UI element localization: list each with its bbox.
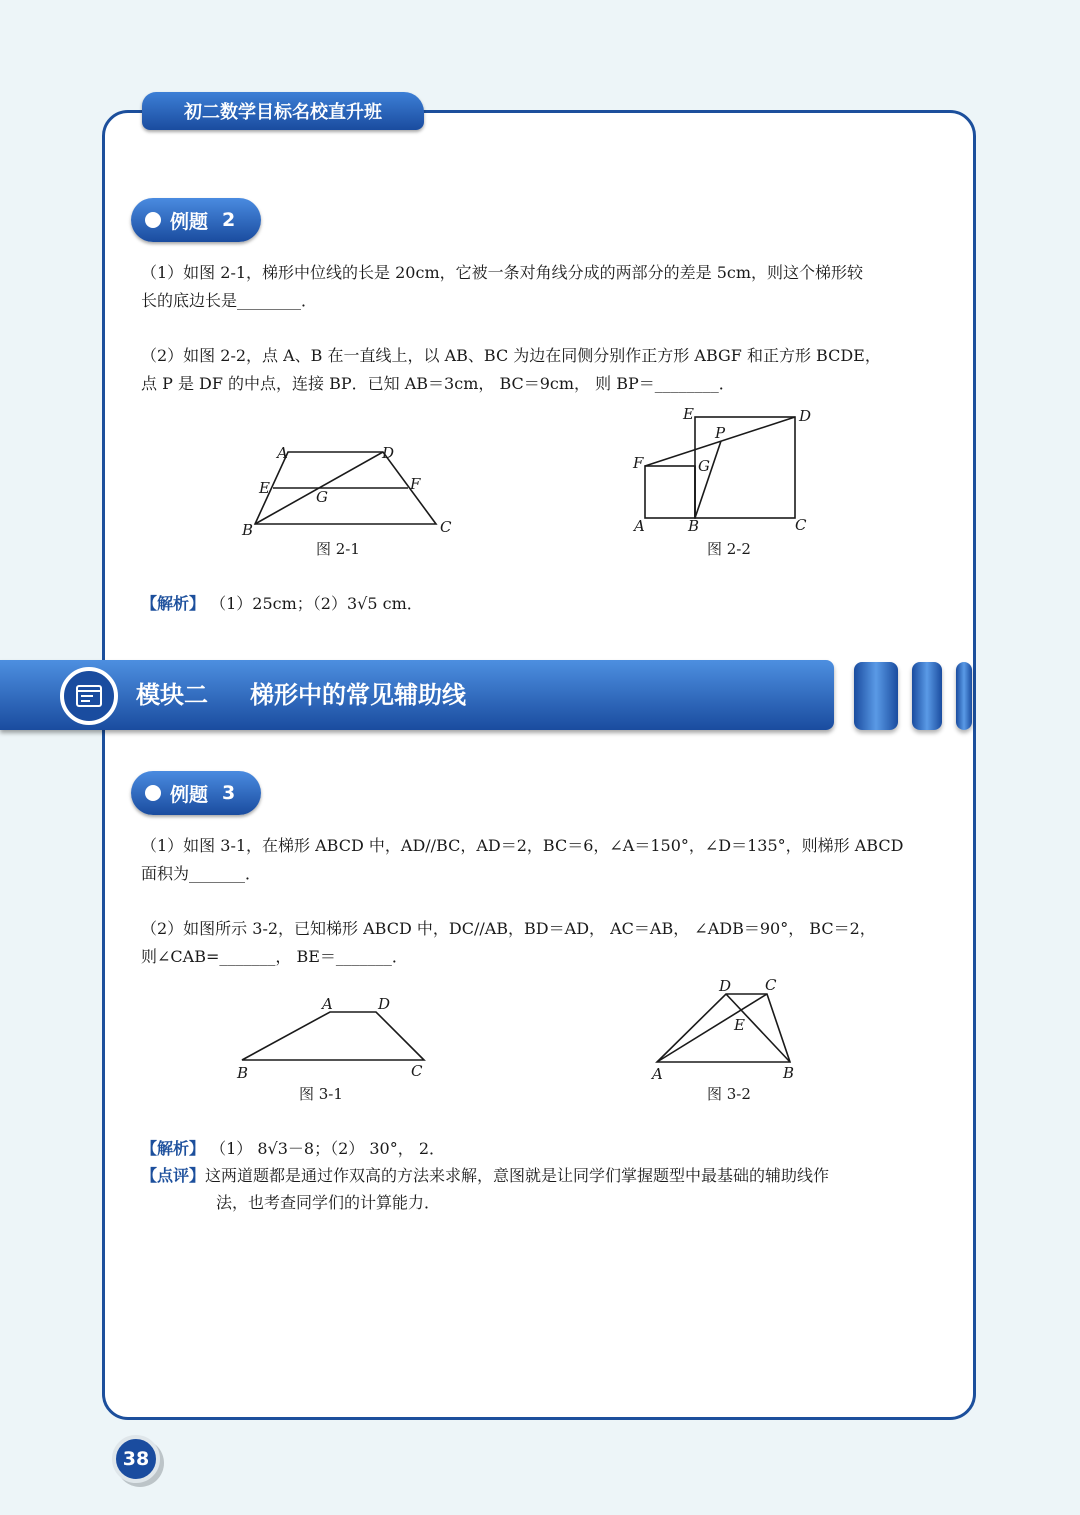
label-b: B bbox=[237, 1064, 249, 1082]
solution-text: （1）25cm；（2）3√5 cm． bbox=[210, 594, 423, 613]
label-g: G bbox=[316, 488, 328, 506]
document-icon bbox=[75, 684, 103, 708]
comment-text: 法，也考查同学们的计算能力． bbox=[216, 1193, 441, 1212]
bullet-icon bbox=[145, 785, 161, 801]
label-b: B bbox=[688, 517, 700, 535]
example-3-badge bbox=[131, 771, 261, 815]
example-number: 2 bbox=[222, 209, 236, 231]
question-line: （1）如图 3-1，在梯形 ABCD 中，AD//BC，AD＝2，BC＝6，∠A＝150°，∠D＝135°，则梯形 ABCD bbox=[141, 836, 904, 855]
label-c: C bbox=[411, 1062, 423, 1080]
header-title: 初二数学目标名校直升班 bbox=[142, 92, 424, 130]
figure-2-2 bbox=[630, 405, 820, 565]
decor-block bbox=[956, 662, 972, 730]
question-line: （1）如图 2-1，梯形中位线的长是 20cm，它被一条对角线分成的两部分的差是 5cm，则这个梯形较 bbox=[141, 263, 864, 282]
label-c: C bbox=[795, 516, 807, 534]
figure-2-1 bbox=[230, 440, 460, 565]
label-f: F bbox=[633, 454, 644, 472]
example-2-question-1 bbox=[141, 259, 941, 315]
example-number: 3 bbox=[222, 782, 236, 804]
example-2-solution bbox=[141, 590, 423, 617]
question-line: 面积为_______． bbox=[141, 864, 262, 883]
square-bcde bbox=[695, 417, 795, 518]
label-c: C bbox=[765, 976, 777, 994]
label-f: F bbox=[410, 475, 421, 493]
label-a: A bbox=[322, 995, 333, 1013]
label-d: D bbox=[382, 444, 395, 462]
label-b: B bbox=[783, 1064, 795, 1082]
question-line: 点 P 是 DF 的中点，连接 BP．已知 AB＝3cm， BC＝9cm， 则 BP＝________． bbox=[141, 374, 735, 393]
label-a: A bbox=[634, 517, 645, 535]
label-e: E bbox=[734, 1016, 745, 1034]
question-line: （2）如图所示 3-2，已知梯形 ABCD 中，DC//AB，BD＝AD， AC＝AB， ∠ADB＝90°， BC＝2， bbox=[141, 919, 876, 938]
module-title bbox=[136, 675, 466, 715]
solution-tag: 【解析】 bbox=[141, 594, 206, 613]
module-name: 模块二 bbox=[136, 681, 208, 709]
trapezoid-abcd bbox=[657, 994, 790, 1062]
question-line: （2）如图 2-2，点 A、B 在一直线上，以 AB、BC 为边在同侧分别作正方形 ABGF 和正方形 BCDE， bbox=[141, 346, 881, 365]
question-line: 长的底边长是________． bbox=[141, 291, 318, 310]
segment-bp bbox=[695, 441, 721, 518]
label-c: C bbox=[440, 518, 452, 536]
square-abgf bbox=[645, 466, 695, 518]
label-a: A bbox=[277, 444, 288, 462]
trapezoid-abcd bbox=[242, 1012, 424, 1060]
decor-block bbox=[912, 662, 942, 730]
solution-text: （1） 8√3－8；（2） 30°， 2． bbox=[210, 1139, 446, 1158]
module-heading: 梯形中的常见辅助线 bbox=[250, 681, 466, 709]
label-d: D bbox=[799, 407, 812, 425]
comment-text: 这两道题都是通过作双高的方法来求解，意图就是让同学们掌握题型中最基础的辅助线作 bbox=[205, 1166, 830, 1185]
example-label: 例题 bbox=[170, 783, 209, 806]
page-number: 38 bbox=[112, 1435, 160, 1483]
label-p: P bbox=[715, 424, 726, 442]
label-e: E bbox=[683, 405, 694, 423]
module-icon bbox=[60, 667, 118, 725]
example-label: 例题 bbox=[170, 210, 209, 233]
figure-caption: 图 3-1 bbox=[299, 1085, 343, 1103]
label-b: B bbox=[242, 521, 254, 539]
figure-caption: 图 2-2 bbox=[707, 540, 751, 558]
figure-3-1 bbox=[230, 995, 440, 1105]
comment-tag: 【点评】 bbox=[141, 1166, 206, 1185]
diagonal-ac bbox=[657, 994, 767, 1062]
figure-caption: 图 3-2 bbox=[707, 1085, 751, 1103]
label-d: D bbox=[719, 977, 732, 995]
solution-tag: 【解析】 bbox=[141, 1139, 206, 1158]
bullet-icon bbox=[145, 212, 161, 228]
decor-block bbox=[854, 662, 898, 730]
example-3-solution bbox=[141, 1135, 829, 1216]
example-2-question-2 bbox=[141, 342, 941, 398]
label-d: D bbox=[378, 995, 391, 1013]
label-a: A bbox=[652, 1065, 663, 1083]
label-g: G bbox=[698, 457, 710, 475]
label-e: E bbox=[259, 479, 270, 497]
example-3-question-1 bbox=[141, 832, 941, 888]
figure-3-2 bbox=[645, 975, 815, 1105]
example-2-badge bbox=[131, 198, 261, 242]
question-line: 则∠CAB=_______， BE＝_______． bbox=[141, 947, 408, 966]
example-3-question-2 bbox=[141, 915, 941, 971]
figure-caption: 图 2-1 bbox=[316, 540, 360, 558]
